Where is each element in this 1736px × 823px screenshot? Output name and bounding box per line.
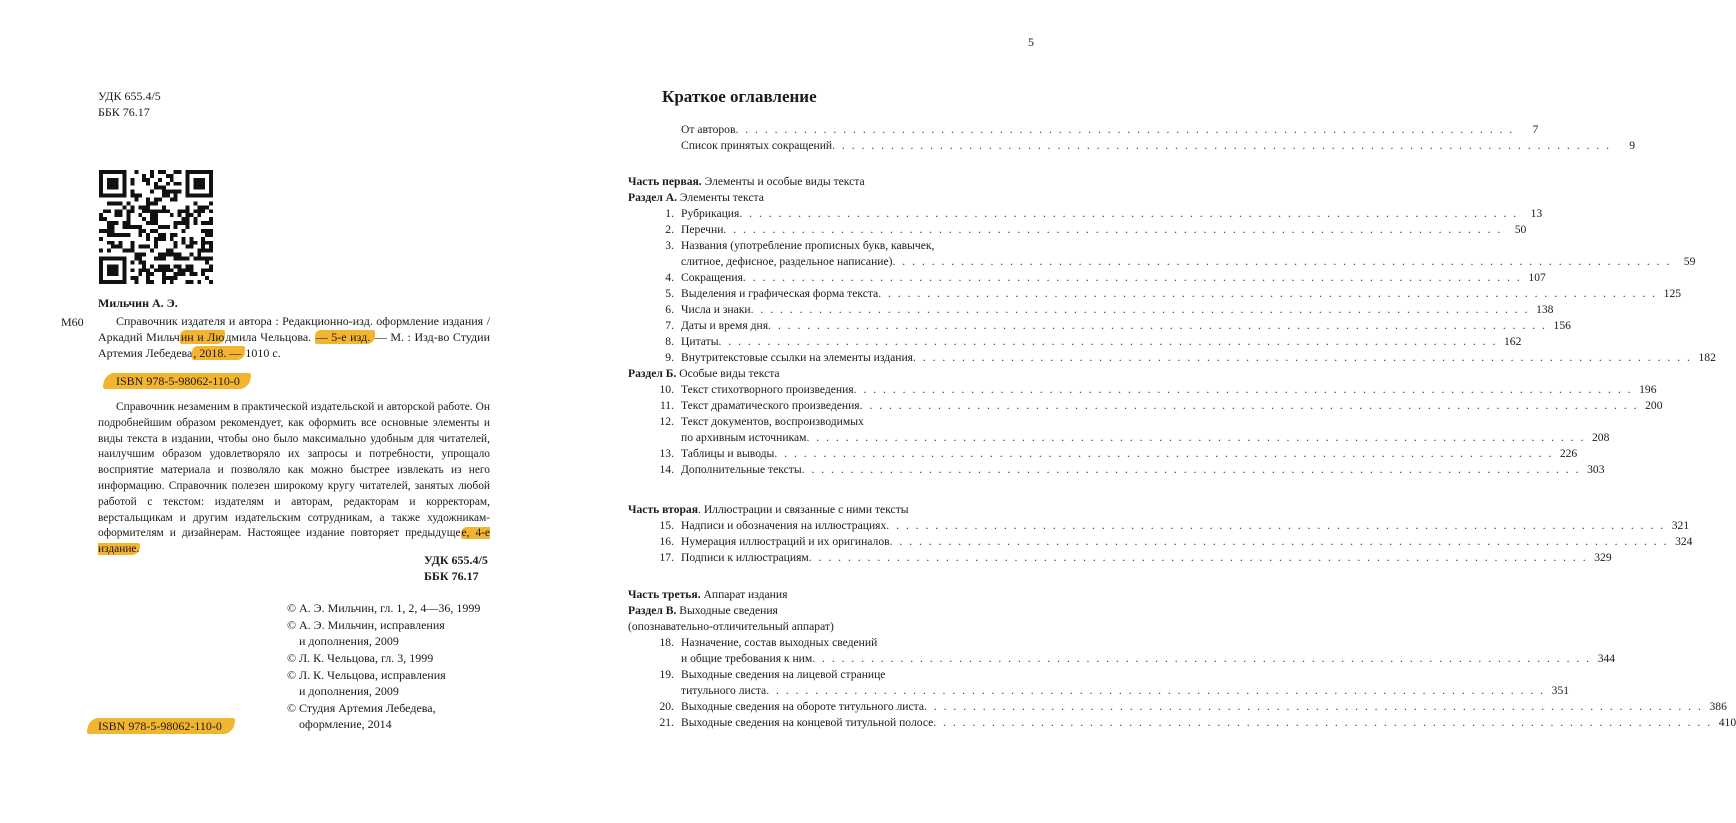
leader-dots: . . . . . . . . . . . . . . . . . . . . . . . . . . . . . . . . . . . . . . . . . . . . . . . . . . . . . . . . . . . . . . . . . . . . . . . . . . . . . . . . <box>889 535 1669 548</box>
copyright-block <box>287 600 480 733</box>
copyright-line: Л. К. Чельцова, исправления <box>299 668 446 682</box>
toc-entry-intro <box>628 122 1539 138</box>
classification-bottom <box>424 552 488 584</box>
toc-heading-text: Особые виды текста <box>676 367 780 380</box>
toc-entry <box>628 651 1616 667</box>
toc-entry-title: Таблицы и выводы <box>681 447 775 460</box>
leader-dots: . . . . . . . . . . . . . . . . . . . . . . . . . . . . . . . . . . . . . . . . . . . . . . . . . . . . . . . . . . . . . . . . . . . . . . . . . . . . . . . . <box>750 303 1530 316</box>
toc-entry-page: 226 <box>1559 447 1578 460</box>
leader-dots: . . . . . . . . . . . . . . . . . . . . . . . . . . . . . . . . . . . . . . . . . . . . . . . . . . . . . . . . . . . . . . . . . . . . . . . . . . . . . . . . <box>892 255 1672 268</box>
toc-entry-title: Внутритекстовые ссылки на элементы издания <box>681 351 914 364</box>
toc-entry <box>628 302 1554 318</box>
toc-entry-page: 50 <box>1514 223 1527 236</box>
bib-part: дмила Чельцова. <box>225 330 315 344</box>
toc-entry-first-line <box>628 635 1036 651</box>
toc-entry-title: Выходные сведения на концевой титульной полосе <box>681 716 934 729</box>
toc-entry-title: Рубрикация <box>681 207 740 220</box>
toc-entry-page: 351 <box>1551 684 1570 697</box>
toc-entry-page: 13 <box>1530 207 1543 220</box>
leader-dots: . . . . . . . . . . . . . . . . . . . . . . . . . . . . . . . . . . . . . . . . . . . . . . . . . . . . . . . . . . . . . . . . . . . . . . . . . . . . . . . . <box>808 551 1588 564</box>
leader-dots: . . . . . . . . . . . . . . . . . . . . . . . . . . . . . . . . . . . . . . . . . . . . . . . . . . . . . . . . . . . . . . . . . . . . . . . . . . . . . . . . <box>859 399 1639 412</box>
toc-entry-first-line <box>628 414 1036 430</box>
toc-entry-title: Перечни <box>681 223 724 236</box>
section-subheading <box>628 619 834 635</box>
toc-heading-text: Элементы текста <box>677 191 764 204</box>
toc-entry-number: 18. <box>659 636 674 649</box>
toc-entry-page: 208 <box>1591 431 1610 444</box>
toc-entry-number: 12. <box>659 415 674 428</box>
leader-dots: . . . . . . . . . . . . . . . . . . . . . . . . . . . . . . . . . . . . . . . . . . . . . . . . . . . . . . . . . . . . . . . . . . . . . . . . . . . . . . . . <box>742 271 1522 284</box>
toc-entry-page: 303 <box>1587 463 1605 476</box>
leader-dots: . . . . . . . . . . . . . . . . . . . . . . . . . . . . . . . . . . . . . . . . . . . . . . . . . . . . . . . . . . . . . . . . . . . . . . . . . . . . . . . . <box>766 684 1546 697</box>
toc-entry-number: 8. <box>665 335 674 348</box>
highlight-edition: — 5-е изд. <box>315 330 374 344</box>
highlight-mark: ин и Лю <box>180 330 225 344</box>
left-page <box>0 0 540 823</box>
author-mark: М60 <box>61 315 84 329</box>
toc-entry-title: Выходные сведения на обороте титульного листа <box>681 700 924 713</box>
toc-entry <box>628 446 1578 462</box>
leader-dots: . . . . . . . . . . . . . . . . . . . . . . . . . . . . . . . . . . . . . . . . . . . . . . . . . . . . . . . . . . . . . . . . . . . . . . . . . . . . . . . . <box>832 139 1611 152</box>
toc-entry-page: 410 <box>1718 716 1736 729</box>
toc-entry-number: 14. <box>659 463 674 476</box>
section-heading <box>628 366 780 382</box>
part-heading <box>628 502 909 518</box>
toc-entry <box>628 222 1527 238</box>
toc-entry-title-line1: Текст документов, воспроизводимых <box>681 415 864 428</box>
toc-entry-number: 15. <box>659 519 674 532</box>
section-heading <box>628 190 764 206</box>
toc-entry-number: 6. <box>665 303 674 316</box>
toc-entry-page: 196 <box>1639 383 1657 396</box>
toc-entry <box>628 350 1716 366</box>
toc-entry-number: 3. <box>665 239 674 252</box>
toc-entry-intro <box>628 138 1635 154</box>
toc-entry-title: по архивным источникам <box>681 431 807 444</box>
leader-dots: . . . . . . . . . . . . . . . . . . . . . . . . . . . . . . . . . . . . . . . . . . . . . . . . . . . . . . . . . . . . . . . . . . . . . . . . . . . . . . . . <box>886 519 1666 532</box>
annotation-text: Справочник незаменим в практической издательской и авторской работе. Он подробнейшим образом рекомендует, как оформить все основные элементы и виды текста в издании, чтобы оно было максимально удобным для читателей, наилучшим образом удовлетворяло их запросы и потребности, упрощало восприятие материала и позволяло как можно быстрее извлекать из него информацию. Справочник полезен широкому кругу читателей, занятых любой работой с текстом: издателям и авторам, редакторам и корректорам, верстальщикам и другим издательским сотрудникам, а также художникам-оформителям и дизайнерам. Настоящее издание повторяет предыдуще <box>98 401 490 540</box>
toc-entry-title: Даты и время дня <box>681 319 769 332</box>
toc-entry-first-line <box>628 238 1036 254</box>
highlight-year: , 2018. — <box>193 346 245 360</box>
copyright-line: А. Э. Мильчин, исправления <box>299 618 445 632</box>
leader-dots: . . . . . . . . . . . . . . . . . . . . . . . . . . . . . . . . . . . . . . . . . . . . . . . . . . . . . . . . . . . . . . . . . . . . . . . . . . . . . . . . <box>878 287 1658 300</box>
highlight-previous-edition: е, 4-е издание. <box>98 527 490 556</box>
toc-entry-page: 329 <box>1594 551 1612 564</box>
copyright-line: и дополнения, 2009 <box>299 684 399 698</box>
toc-heading-bold: Раздел А. <box>628 191 678 204</box>
copyright-item <box>287 600 480 616</box>
bib-part: Справочник издателя и автора : Редакционно-изд. оформление издания / Аркадий Мильч <box>98 314 490 344</box>
toc-entry-title: Список принятых сокращений <box>681 139 833 152</box>
leader-dots: . . . . . . . . . . . . . . . . . . . . . . . . . . . . . . . . . . . . . . . . . . . . . . . . . . . . . . . . . . . . . . . . . . . . . . . . . . . . . . . . <box>718 335 1498 348</box>
toc-entry-title: Дополнительные тексты <box>681 463 802 476</box>
isbn-bottom-highlighted <box>86 718 235 734</box>
toc-entry-page: 386 <box>1709 700 1727 713</box>
leader-dots: . . . . . . . . . . . . . . . . . . . . . . . . . . . . . . . . . . . . . . . . . . . . . . . . . . . . . . . . . . . . . . . . . . . . . . . . . . . . . . . . <box>801 463 1581 476</box>
toc-entry-title-line1: Выходные сведения на лицевой странице <box>681 668 886 681</box>
toc-entry <box>628 683 1570 699</box>
copyright-icon: © <box>287 668 297 682</box>
toc-entry-number: 19. <box>659 668 674 681</box>
toc-entry-page: 344 <box>1597 652 1616 665</box>
toc-entry-page: 138 <box>1536 303 1554 316</box>
copyright-item <box>287 700 480 732</box>
leader-dots: . . . . . . . . . . . . . . . . . . . . . . . . . . . . . . . . . . . . . . . . . . . . . . . . . . . . . . . . . . . . . . . . . . . . . . . . . . . . . . . . <box>853 383 1633 396</box>
toc-entry-title: От авторов <box>681 123 736 136</box>
toc-entry-title: и общие требования к ним <box>681 652 813 665</box>
toc-entry-page: 7 <box>1532 123 1539 136</box>
isbn-text: ISBN 978-5-98062-110-0 <box>116 374 240 388</box>
toc-entry-page: 182 <box>1698 351 1716 364</box>
toc-entry-number: 7. <box>665 319 674 332</box>
toc-entry-multiline <box>628 635 1036 651</box>
toc-entry-title-line1: Назначение, состав выходных сведений <box>681 636 878 649</box>
bibliographic-record <box>98 313 490 361</box>
toc-entry-number: 10. <box>659 383 674 396</box>
toc-entry-number: 17. <box>659 551 674 564</box>
toc-entry-page: 321 <box>1671 519 1690 532</box>
toc-entry-title: слитное, дефисное, раздельное написание) <box>681 255 893 268</box>
toc-entry-title: Нумерация иллюстраций и их оригиналов <box>681 535 890 548</box>
leader-dots: . . . . . . . . . . . . . . . . . . . . . . . . . . . . . . . . . . . . . . . . . . . . . . . . . . . . . . . . . . . . . . . . . . . . . . . . . . . . . . . . <box>924 700 1703 713</box>
toc-entry <box>628 715 1736 731</box>
toc-entry-number: 20. <box>659 700 674 713</box>
leader-dots: . . . . . . . . . . . . . . . . . . . . . . . . . . . . . . . . . . . . . . . . . . . . . . . . . . . . . . . . . . . . . . . . . . . . . . . . . . . . . . . . <box>723 223 1503 236</box>
toc-heading-text: Элементы и особые виды текста <box>701 175 865 188</box>
toc-entry <box>628 334 1522 350</box>
author-heading: Мильчин А. Э. <box>98 296 178 310</box>
toc-entry-page: 9 <box>1629 139 1635 152</box>
toc-entry-multiline <box>628 414 1036 430</box>
page-number: 5 <box>1028 35 1034 49</box>
copyright-item <box>287 650 480 666</box>
toc-heading-bold: Раздел Б. <box>628 367 677 380</box>
toc-entry <box>628 254 1696 270</box>
toc-entry-title-line1: Названия (употребление прописных букв, кавычек, <box>681 239 935 252</box>
toc-heading-bold: Часть вторая <box>628 503 699 516</box>
toc-entry-multiline <box>628 238 1036 254</box>
bib-part: — М. : Изд-во Студии Артемия Лебедева <box>98 330 490 360</box>
toc-entry-title: Подписи к иллюстрациям <box>681 551 809 564</box>
toc-entry-page: 162 <box>1503 335 1522 348</box>
toc-entry <box>628 550 1612 566</box>
toc-heading-bold: Раздел В. <box>628 604 677 617</box>
toc-entry <box>628 382 1657 398</box>
toc-entry <box>628 534 1693 550</box>
bib-part: 1010 с. <box>245 346 281 360</box>
annotation <box>98 400 490 558</box>
classification-top <box>98 88 161 120</box>
toc-entry-title: титульного листа <box>681 684 767 697</box>
toc-entry-number: 5. <box>665 287 674 300</box>
isbn-highlighted <box>102 373 251 389</box>
toc-entry-title: Сокращения <box>681 271 743 284</box>
copyright-icon: © <box>287 701 297 715</box>
toc-entry-title: Выделения и графическая форма текста <box>681 287 879 300</box>
toc-heading-bold: Часть третья. <box>628 588 701 601</box>
qr-code <box>99 170 213 284</box>
copyright-line: А. Э. Мильчин, гл. 1, 2, 4—36, 1999 <box>299 601 481 615</box>
toc-entry-number: 16. <box>659 535 674 548</box>
toc-entry <box>628 462 1605 478</box>
toc-heading-text: . Иллюстрации и связанные с ними тексты <box>698 503 909 516</box>
leader-dots: . . . . . . . . . . . . . . . . . . . . . . . . . . . . . . . . . . . . . . . . . . . . . . . . . . . . . . . . . . . . . . . . . . . . . . . . . . . . . . . . <box>735 123 1515 136</box>
toc-entry <box>628 206 1543 222</box>
bbk-code: ББК 76.17 <box>98 105 150 119</box>
toc-entry-number: 4. <box>665 271 674 284</box>
bbk-code-bottom: ББК 76.17 <box>424 569 479 583</box>
toc-entry-number: 2. <box>665 223 674 236</box>
toc-entry-page: 107 <box>1528 271 1546 284</box>
leader-dots: . . . . . . . . . . . . . . . . . . . . . . . . . . . . . . . . . . . . . . . . . . . . . . . . . . . . . . . . . . . . . . . . . . . . . . . . . . . . . . . . <box>812 652 1592 665</box>
leader-dots: . . . . . . . . . . . . . . . . . . . . . . . . . . . . . . . . . . . . . . . . . . . . . . . . . . . . . . . . . . . . . . . . . . . . . . . . . . . . . . . . <box>806 431 1586 444</box>
toc-entry <box>628 430 1610 446</box>
copyright-line: и дополнения, 2009 <box>299 634 399 648</box>
toc-entry-page: 125 <box>1663 287 1682 300</box>
toc-entry-title: Числа и знаки <box>681 303 751 316</box>
copyright-icon: © <box>287 618 297 632</box>
copyright-icon: © <box>287 601 297 615</box>
toc-entry-first-line <box>628 667 1036 683</box>
toc-entry-number: 21. <box>659 716 674 729</box>
toc-entry-title: Текст драматического произведения <box>681 399 860 412</box>
toc-entry-title: Текст стихотворного произведения <box>681 383 854 396</box>
toc-entry-page: 324 <box>1675 535 1693 548</box>
toc-entry-title: Цитаты <box>681 335 719 348</box>
part-heading <box>628 174 865 190</box>
part-heading <box>628 587 787 603</box>
toc-entry-page: 156 <box>1553 319 1571 332</box>
toc-heading-text: Выходные сведения <box>676 604 778 617</box>
isbn-text: ISBN 978-5-98062-110-0 <box>98 719 222 733</box>
toc-title: Краткое оглавление <box>662 87 817 106</box>
leader-dots: . . . . . . . . . . . . . . . . . . . . . . . . . . . . . . . . . . . . . . . . . . . . . . . . . . . . . . . . . . . . . . . . . . . . . . . . . . . . . . . . <box>774 447 1554 460</box>
toc-entry-number: 1. <box>665 207 674 220</box>
leader-dots: . . . . . . . . . . . . . . . . . . . . . . . . . . . . . . . . . . . . . . . . . . . . . . . . . . . . . . . . . . . . . . . . . . . . . . . . . . . . . . . . <box>933 716 1713 729</box>
toc-entry <box>628 398 1663 414</box>
toc-entry <box>628 270 1546 286</box>
udk-code: УДК 655.4/5 <box>98 89 161 103</box>
copyright-line: оформление, 2014 <box>299 717 392 731</box>
leader-dots: . . . . . . . . . . . . . . . . . . . . . . . . . . . . . . . . . . . . . . . . . . . . . . . . . . . . . . . . . . . . . . . . . . . . . . . . . . . . . . . . <box>913 351 1692 364</box>
table-of-contents <box>628 0 1736 823</box>
toc-entry-multiline <box>628 667 1036 683</box>
copyright-icon: © <box>287 651 297 665</box>
toc-entry <box>628 286 1682 302</box>
toc-heading-bold: Часть первая. <box>628 175 702 188</box>
toc-entry-number: 11. <box>659 399 674 412</box>
toc-entry <box>628 699 1727 715</box>
leader-dots: . . . . . . . . . . . . . . . . . . . . . . . . . . . . . . . . . . . . . . . . . . . . . . . . . . . . . . . . . . . . . . . . . . . . . . . . . . . . . . . . <box>739 207 1519 220</box>
udk-code-bottom: УДК 655.4/5 <box>424 553 488 567</box>
toc-entry-number: 9. <box>665 351 674 364</box>
toc-entry-page: 200 <box>1645 399 1663 412</box>
toc-entry-page: 59 <box>1683 255 1696 268</box>
copyright-line: Студия Артемия Лебедева, <box>299 701 436 715</box>
section-subtitle: (опознавательно-отличительный аппарат) <box>628 620 834 633</box>
toc-entry <box>628 518 1690 534</box>
toc-entry-number: 13. <box>659 447 674 460</box>
copyright-item <box>287 617 480 649</box>
section-heading <box>628 603 778 619</box>
toc-entry <box>628 318 1571 334</box>
toc-heading-text: Аппарат издания <box>700 588 788 601</box>
toc-entry-title: Надписи и обозначения на иллюстрациях <box>681 519 887 532</box>
copyright-item <box>287 667 480 699</box>
leader-dots: . . . . . . . . . . . . . . . . . . . . . . . . . . . . . . . . . . . . . . . . . . . . . . . . . . . . . . . . . . . . . . . . . . . . . . . . . . . . . . . . <box>768 319 1547 332</box>
copyright-line: Л. К. Чельцова, гл. 3, 1999 <box>299 651 434 665</box>
